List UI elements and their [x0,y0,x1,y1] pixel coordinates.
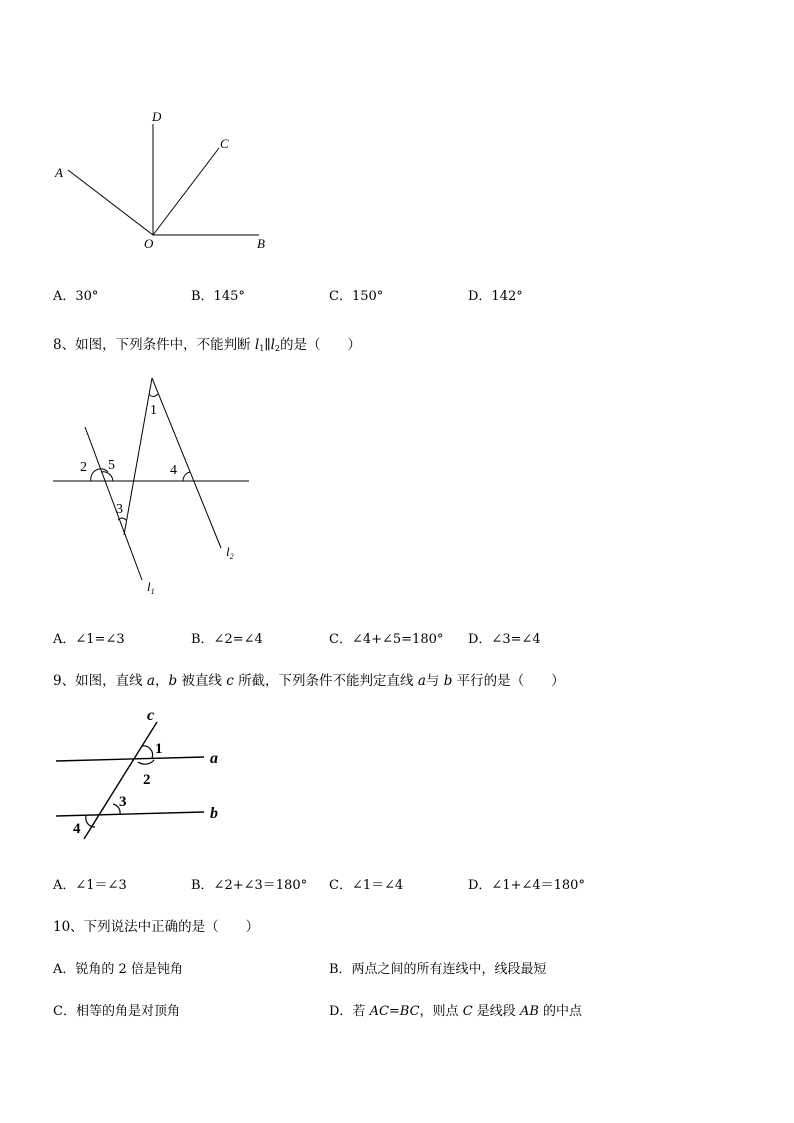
line-b [56,812,204,816]
label-angle-5: 5 [108,458,115,473]
label-O: O [144,236,154,251]
label-angle-3: 3 [119,794,127,810]
q8-option-c[interactable]: C．∠4+∠5=180° [329,632,444,647]
q10-option-d-suffix: 的中点 [543,1004,583,1019]
q9-option-c[interactable]: C．∠1＝∠4 [329,878,404,893]
angle-1-arc [142,746,153,758]
angle-4-arc [86,816,95,827]
q8-option-b[interactable]: B．∠2=∠4 [191,632,263,647]
q10-option-c[interactable]: C．相等的角是对顶角 [53,1004,180,1019]
label-C: C [220,136,229,151]
q10-option-d-prefix: D．若 [329,1004,366,1019]
label-angle-1: 1 [155,741,163,757]
q9-var-a: a [146,673,155,689]
q7-option-a[interactable]: A．30° [53,289,99,304]
label-l2: $l_2$ [226,544,234,561]
q7-option-b[interactable]: B．145° [191,289,245,304]
label-angle-4: 4 [170,463,177,478]
label-angle-3: 3 [116,502,123,517]
label-A: A [55,165,63,180]
q9-var-b2: b [443,673,453,689]
q8-stem-prefix: 8、如图，下列条件中，不能判断 [53,337,251,353]
q10-option-d-seg: AB [519,1004,539,1019]
label-b: b [210,805,218,822]
q8-option-a[interactable]: A．∠1=∠3 [53,632,125,647]
q9-var-c: c [226,673,234,689]
q9-var-a2: a [417,673,426,689]
angle-2-arc [138,760,154,764]
q10-option-d-mid: ，则点 [419,1004,459,1019]
q8-option-d[interactable]: D．∠3=∠4 [468,632,541,647]
q9-stem-part5: 平行的是（ ） [456,673,565,689]
q10-option-d[interactable] [329,1000,582,1019]
q9-var-b: b [168,673,178,689]
q9-comma: ， [154,673,169,689]
q10-option-a[interactable]: A．锐角的 2 倍是钝角 [53,962,183,977]
q9-option-a[interactable]: A．∠1＝∠3 [53,878,127,893]
q9-stem-part1: 9、如图，直线 [53,673,143,689]
q8-stem-l2: $l_2$ [270,337,280,353]
label-l1: $l_1$ [147,579,155,596]
q10-option-d-point: C [462,1004,473,1019]
q10-stem: 10、下列说法中正确的是（ ） [53,919,260,935]
label-c: c [147,707,155,724]
q10-option-d-mid2: 是线段 [476,1004,516,1019]
label-angle-1: 1 [150,403,157,418]
q10-option-b[interactable]: B．两点之间的所有连线中，线段最短 [329,962,547,977]
q9-stem-part2: 被直线 [181,673,222,689]
label-D: D [152,109,162,124]
label-angle-2: 2 [143,772,151,788]
q8-stem-parallel: ∥ [264,337,271,353]
q10-option-d-eq: AC=BC [369,1004,420,1019]
q8-stem-l1: $l_1$ [254,337,265,353]
q7-option-c[interactable]: C．150° [329,289,384,304]
q8-stem-suffix: 的是（ ） [279,337,361,353]
q9-option-b[interactable]: B．∠2+∠3＝180° [191,878,308,893]
label-a: a [210,750,218,767]
line-a [56,757,204,761]
label-angle-4: 4 [73,821,81,837]
q7-option-d[interactable]: D．142° [468,289,523,304]
label-B: B [257,236,265,251]
q9-stem-part3: 所截，下列条件不能判定直线 [238,673,414,689]
q9-stem-part4: 与 [425,673,440,689]
q9-option-d[interactable]: D．∠1+∠4＝180° [468,878,585,893]
label-angle-2: 2 [80,460,87,475]
